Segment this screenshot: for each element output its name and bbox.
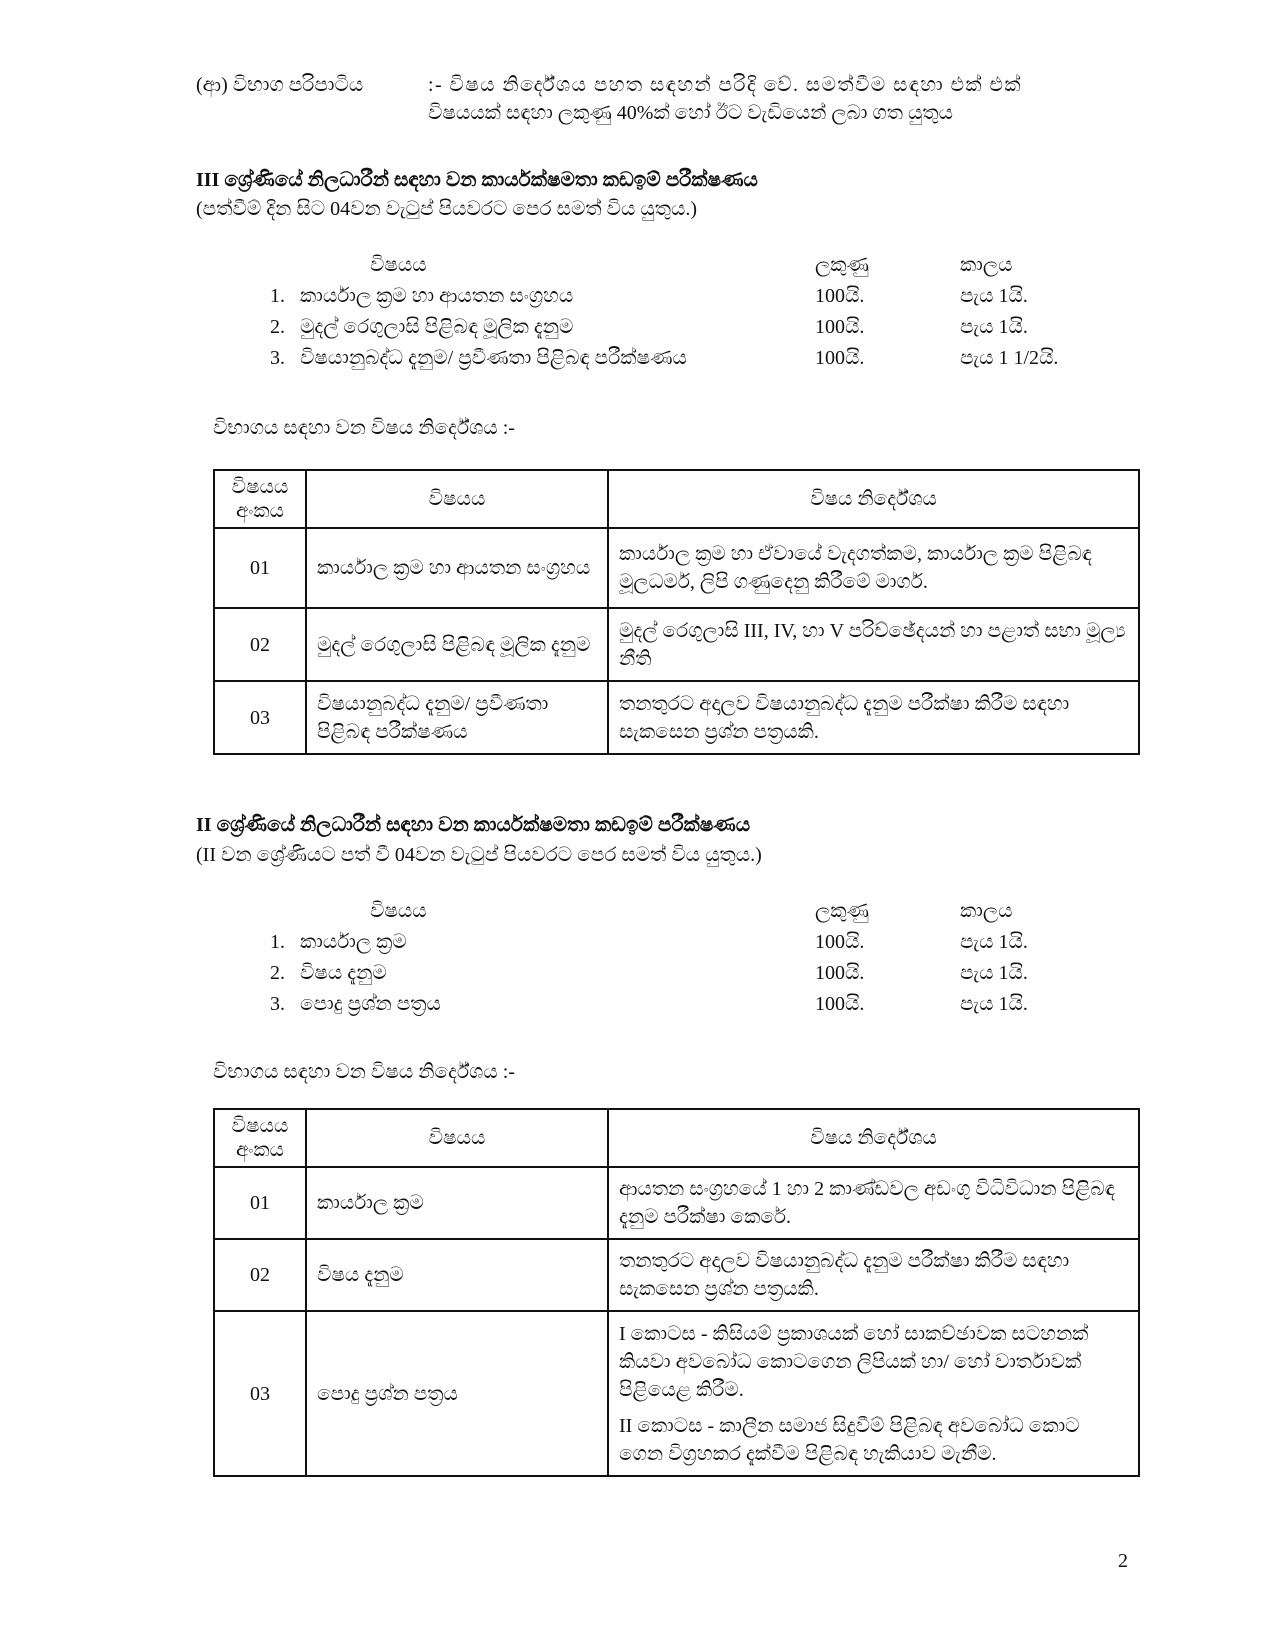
subject-time: පැය 1යි. [960, 993, 1028, 1015]
list-header-subject: විෂයය [370, 254, 427, 276]
header-syllabus: විෂය නිර්දේශය [608, 1109, 1139, 1167]
grade2-title: II ශ්‍රේණියේ නිලධාරීන් සඳහා වන කාර්යක්ෂමතා කඩඉම් පරීක්ෂණය [196, 814, 751, 836]
table-row [214, 681, 1139, 754]
subject-list-item [255, 927, 1155, 958]
exam-procedure-line2: විෂයයක් සඳහා ලකුණු 40%ක් හෝ ඊට වැඩියෙන් ලබා ගත යුතුය [428, 102, 953, 124]
table-row [214, 1239, 1139, 1311]
header-index [214, 470, 306, 528]
header-index-line2: අංකය [235, 1139, 285, 1161]
syllabus-part-2: II කොටස - කාලීන සමාජ සිදුවීම් පිළිබඳ අවබෝධ කොට ගෙන විග්‍රහකර දැක්වීම පිළිබඳ හැකියාව මැනීම. [619, 1414, 1080, 1465]
subject-name: විෂයානුබද්ධ දැනුම/ ප්‍රවීණතා පිළිබඳ පරීක්ෂණය [300, 347, 687, 369]
row-syllabus: තනතුරට අදාලව විෂයානුබද්ධ දැනුම පරීක්ෂා කිරීම සඳහා සැකසෙන ප්‍රශ්න පත්‍රයකි. [608, 1239, 1139, 1311]
subject-number: 3. [270, 347, 285, 369]
subject-name: විෂය දැනුම [300, 962, 387, 984]
row-index: 01 [214, 1167, 306, 1239]
row-syllabus: කාර්යාල ක්‍රම හා ඒවායේ වැදගත්කම, කාර්යාල ක්‍රම පිළිබඳ මූලධර්ම, ලිපි ගණුදෙනු කිරීමේ මාර්ග. [608, 528, 1139, 608]
grade3-subject-list [255, 250, 1155, 374]
exam-procedure-line1: :- විෂය නිර්දේශය පහත සඳහන් පරිදි වේ. සමත්වීම සඳහා එක් එක් [428, 74, 1023, 96]
subject-list-item [255, 312, 1155, 343]
row-syllabus: ආයතන සංග්‍රහයේ 1 හා 2 කාණ්ඩවල අඩංගු විධිවිධාන පිළිබඳ දැනුම පරීක්ෂා කෙරේ. [608, 1167, 1139, 1239]
table-row [214, 608, 1139, 681]
row-index: 01 [214, 528, 306, 608]
grade3-syllabus-table [213, 469, 1140, 755]
header-subject: විෂයය [306, 1109, 608, 1167]
grade3-syllabus-intro: විභාගය සඳහා වන විෂය නිර්දේශය :- [213, 417, 515, 439]
row-index: 02 [214, 608, 306, 681]
list-header-marks: ලකුණු [815, 900, 869, 922]
grade2-subtitle: (II වන ශ්‍රේණියට පත් වී 04වන වැටුප් පියවරට පෙර සමත් විය යුතුය.) [196, 844, 762, 866]
list-header-time: කාලය [960, 254, 1013, 276]
row-index: 03 [214, 1311, 306, 1476]
row-subject: කාර්යාල ක්‍රම [306, 1167, 608, 1239]
subject-marks: 100යි. [815, 931, 865, 953]
exam-procedure-label: (ආ) විභාග පරිපාටිය [196, 74, 364, 96]
subject-time: පැය 1යි. [960, 316, 1028, 338]
row-syllabus [608, 1311, 1139, 1476]
list-header-time: කාලය [960, 900, 1013, 922]
grade2-syllabus-intro: විභාගය සඳහා වන විෂය නිර්දේශය :- [213, 1061, 515, 1083]
subject-time: පැය 1යි. [960, 285, 1028, 307]
header-index-line1: විෂයය [231, 1115, 289, 1137]
row-subject: මුදල් රෙගුලාසි පිළිබඳ මූලික දැනුම [306, 608, 608, 681]
subject-number: 1. [270, 285, 285, 307]
grade2-syllabus-table [213, 1108, 1140, 1477]
subject-name: කාර්යාල ක්‍රම [300, 931, 407, 953]
subject-time: පැය 1යි. [960, 962, 1028, 984]
subject-number: 1. [270, 931, 285, 953]
subject-list-item [255, 958, 1155, 989]
header-subject: විෂයය [306, 470, 608, 528]
table-row [214, 528, 1139, 608]
subject-list-item [255, 281, 1155, 312]
subject-number: 2. [270, 316, 285, 338]
header-index-line2: අංකය [235, 500, 285, 522]
subject-list-item [255, 989, 1155, 1020]
grade3-list-header [255, 250, 1155, 281]
grade2-subject-list [255, 896, 1155, 1020]
row-subject: විෂයානුබද්ධ දැනුම/ ප්‍රවීණතා පිළිබඳ පරීක්ෂණය [306, 681, 608, 754]
subject-list-item [255, 343, 1155, 374]
subject-number: 2. [270, 962, 285, 984]
table-row [214, 1167, 1139, 1239]
subject-name: කාර්යාල ක්‍රම හා ආයතන සංග්‍රහය [300, 285, 574, 307]
subject-marks: 100යි. [815, 962, 865, 984]
syllabus-part-1: I කොටස - කිසියම් ප්‍රකාශයක් හෝ සාකච්ඡාවක සටහනක් කියවා අවබෝධ කොටගෙන ලිපියක් හා/ හෝ වාර්තාවක් පිළියෙළ කිරීම. [619, 1322, 1089, 1401]
row-index: 02 [214, 1239, 306, 1311]
page-number: 2 [1118, 1550, 1128, 1572]
subject-number: 3. [270, 993, 285, 1015]
row-subject: විෂය දැනුම [306, 1239, 608, 1311]
row-subject: පොදු ප්‍රශ්න පත්‍රය [306, 1311, 608, 1476]
subject-marks: 100යි. [815, 285, 865, 307]
table-header-row [214, 470, 1139, 528]
row-syllabus: තනතුරට අදාලව විෂයානුබද්ධ දැනුම පරීක්ෂා කිරීම සඳහා සැකසෙන ප්‍රශ්න පත්‍රයකි. [608, 681, 1139, 754]
subject-marks: 100යි. [815, 993, 865, 1015]
list-header-marks: ලකුණු [815, 254, 869, 276]
grade2-list-header [255, 896, 1155, 927]
row-index: 03 [214, 681, 306, 754]
subject-time: පැය 1 1/2යි. [960, 347, 1059, 369]
table-header-row [214, 1109, 1139, 1167]
subject-name: මුදල් රෙගුලාසි පිළිබඳ මූලික දැනුම [300, 316, 574, 338]
grade3-title: III ශ්‍රේණියේ නිලධාරීන් සඳහා වන කාර්යක්ෂමතා කඩඉම් පරීක්ෂණය [196, 169, 758, 191]
subject-time: පැය 1යි. [960, 931, 1028, 953]
table-row [214, 1311, 1139, 1476]
row-subject: කාර්යාල ක්‍රම හා ආයතන සංග්‍රහය [306, 528, 608, 608]
list-header-subject: විෂයය [370, 900, 427, 922]
subject-marks: 100යි. [815, 347, 865, 369]
grade3-subtitle: (පත්වීම් දින සිට 04වන වැටුප් පියවරට පෙර සමත් විය යුතුය.) [196, 198, 697, 220]
subject-name: පොදු ප්‍රශ්න පත්‍රය [300, 993, 441, 1015]
header-index-line1: විෂයය [231, 476, 289, 498]
row-syllabus: මුදල් රෙගුලාසි III, IV, හා V පරිච්ඡේදයන් හා පළාත් සභා මූල්‍ය නීති [608, 608, 1139, 681]
header-syllabus: විෂය නිර්දේශය [608, 470, 1139, 528]
header-index [214, 1109, 306, 1167]
subject-marks: 100යි. [815, 316, 865, 338]
